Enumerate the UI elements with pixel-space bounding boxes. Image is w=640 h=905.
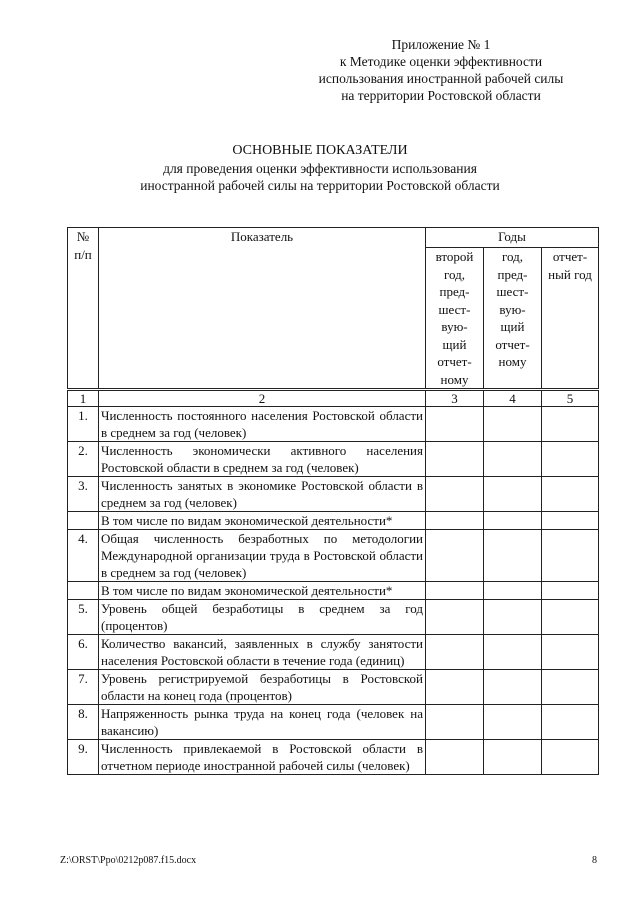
footer-file-path: Z:\ORST\Ppo\0212p087.f15.docx	[60, 855, 197, 866]
cell-empty	[542, 442, 599, 477]
document-subtitle	[0, 160, 640, 194]
cell-empty	[426, 442, 484, 477]
row-number	[68, 582, 99, 600]
header-year-second: второй год, пред-шест-вую-щий отчет-ному	[426, 248, 484, 390]
col-number: 2	[99, 390, 426, 407]
footer-page-number: 8	[592, 855, 597, 866]
header-num: № п/п	[68, 228, 99, 390]
row-indicator: Уровень общей безработицы в среднем за год (процентов)	[99, 600, 426, 635]
table-row	[68, 705, 599, 740]
cell-empty	[426, 635, 484, 670]
table-row	[68, 530, 599, 582]
col-number: 5	[542, 390, 599, 407]
indicators-table	[67, 227, 599, 775]
row-number: 5.	[68, 600, 99, 635]
column-numbers-row	[68, 390, 599, 407]
cell-empty	[426, 407, 484, 442]
row-indicator: В том числе по видам экономической деятельности*	[99, 512, 426, 530]
cell-empty	[542, 705, 599, 740]
table-row	[68, 407, 599, 442]
header-year-report: отчет-ный год	[542, 248, 599, 390]
row-number: 3.	[68, 477, 99, 512]
appendix-line-3: использования иностранной рабочей силы	[318, 71, 564, 86]
cell-empty	[542, 600, 599, 635]
table-row	[68, 635, 599, 670]
cell-empty	[484, 442, 542, 477]
appendix-line-1: Приложение № 1	[391, 37, 491, 52]
header-year-prev: год, пред-шест-вую-щий отчет-ному	[484, 248, 542, 390]
cell-empty	[426, 582, 484, 600]
row-number	[68, 512, 99, 530]
row-number: 4.	[68, 530, 99, 582]
cell-empty	[484, 635, 542, 670]
cell-empty	[426, 530, 484, 582]
cell-empty	[542, 477, 599, 512]
row-number: 9.	[68, 740, 99, 775]
table-row	[68, 740, 599, 775]
table-row	[68, 477, 599, 512]
row-indicator: Напряженность рынка труда на конец года (человек на вакансию)	[99, 705, 426, 740]
cell-empty	[484, 740, 542, 775]
row-indicator: Общая численность безработных по методологии Международной организации труда в Ростовской области в среднем за год (человек)	[99, 530, 426, 582]
col-number: 3	[426, 390, 484, 407]
cell-empty	[484, 477, 542, 512]
subtitle-line-2: иностранной рабочей силы на территории Ростовской области	[140, 178, 500, 193]
cell-empty	[484, 582, 542, 600]
cell-empty	[484, 600, 542, 635]
appendix-line-4: на территории Ростовской области	[341, 88, 541, 103]
cell-empty	[426, 670, 484, 705]
row-indicator: Численность постоянного населения Ростовской области в среднем за год (человек)	[99, 407, 426, 442]
row-indicator: Численность привлекаемой в Ростовской области в отчетном периоде иностранной рабочей силы (человек)	[99, 740, 426, 775]
appendix-line-2: к Методике оценки эффективности	[339, 54, 543, 69]
cell-empty	[542, 635, 599, 670]
row-indicator: Уровень регистрируемой безработицы в Ростовской области на конец года (процентов)	[99, 670, 426, 705]
header-years: Годы	[426, 228, 599, 248]
row-number: 8.	[68, 705, 99, 740]
table-row	[68, 600, 599, 635]
cell-empty	[426, 512, 484, 530]
cell-empty	[484, 530, 542, 582]
col-number: 1	[68, 390, 99, 407]
row-indicator: Численность занятых в экономике Ростовской области в среднем за год (человек)	[99, 477, 426, 512]
table-row	[68, 512, 599, 530]
cell-empty	[542, 582, 599, 600]
row-number: 6.	[68, 635, 99, 670]
table-row	[68, 582, 599, 600]
header-indicator: Показатель	[99, 228, 426, 390]
row-number: 7.	[68, 670, 99, 705]
table-row	[68, 670, 599, 705]
cell-empty	[542, 407, 599, 442]
cell-empty	[426, 477, 484, 512]
row-number: 1.	[68, 407, 99, 442]
table-row	[68, 442, 599, 477]
cell-empty	[484, 407, 542, 442]
row-indicator: В том числе по видам экономической деятельности*	[99, 582, 426, 600]
cell-empty	[542, 740, 599, 775]
subtitle-line-1: для проведения оценки эффективности использования	[163, 161, 477, 176]
row-indicator: Численность экономически активного населения Ростовской области в среднем за год (человек)	[99, 442, 426, 477]
cell-empty	[426, 740, 484, 775]
col-number: 4	[484, 390, 542, 407]
row-indicator: Количество вакансий, заявленных в службу занятости населения Ростовской области в течение года (единиц)	[99, 635, 426, 670]
document-title: ОСНОВНЫЕ ПОКАЗАТЕЛИ	[232, 143, 408, 158]
cell-empty	[484, 512, 542, 530]
cell-empty	[542, 670, 599, 705]
row-number: 2.	[68, 442, 99, 477]
cell-empty	[484, 705, 542, 740]
appendix-block	[291, 36, 591, 104]
cell-empty	[484, 670, 542, 705]
cell-empty	[542, 512, 599, 530]
cell-empty	[426, 705, 484, 740]
cell-empty	[542, 530, 599, 582]
cell-empty	[426, 600, 484, 635]
